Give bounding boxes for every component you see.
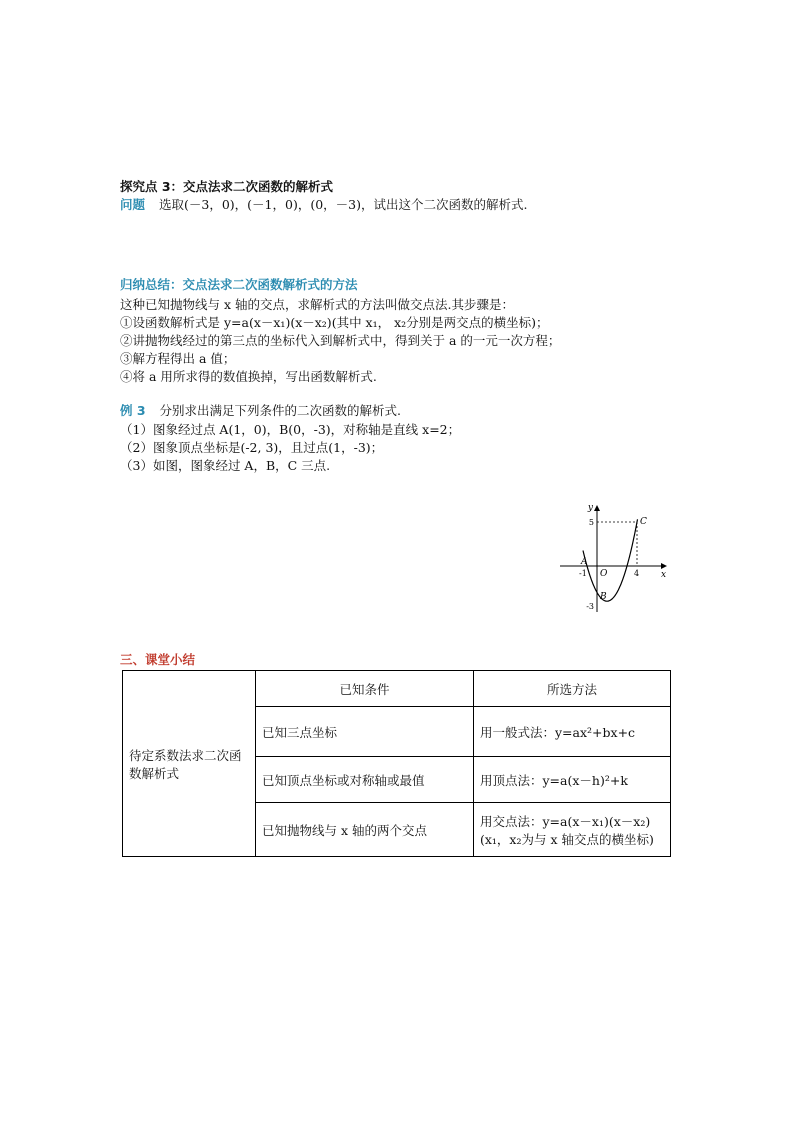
- example3-text: 分别求出满足下列条件的二次函数的解析式.: [159, 403, 402, 418]
- tick-y-5: 5: [588, 518, 594, 527]
- origin-label: O: [600, 569, 608, 579]
- x-axis-label: x: [661, 570, 667, 580]
- method-cell-0: 用一般式法：y=ax²+bx+c: [474, 707, 671, 757]
- question-line: [120, 197, 527, 213]
- row-header-cell: [123, 671, 256, 857]
- summary-title: [120, 277, 358, 293]
- tick-y-neg3: -3: [586, 602, 594, 611]
- row-header-text: 待定系数法求二次函数解析式: [129, 747, 242, 781]
- tick-x-4: 4: [634, 569, 640, 578]
- condition-cell-2: 已知抛物线与 x 轴的两个交点: [256, 803, 474, 857]
- summary-line-1: ①设函数解析式是 y=a(x－x₁)(x－x₂)(其中 x₁， x₂分别是两交点的横坐标)；: [120, 315, 549, 330]
- section3-title: 探究点 3：交点法求二次函数的解析式: [120, 179, 334, 194]
- table-header-row: [123, 671, 671, 707]
- method-cell-2-formula: 用交点法：y=a(x－x₁)(x－x₂): [480, 813, 651, 829]
- point-a-label: A: [581, 557, 588, 567]
- point-b-label: B: [600, 592, 607, 602]
- summary-line-3: ③解方程得出 a 值；: [120, 351, 236, 366]
- tick-x-neg1: -1: [579, 569, 587, 578]
- y-axis-label: y: [587, 503, 593, 513]
- parabola-curve: [583, 519, 638, 601]
- summary-line-4: ④将 a 用所求得的数值换掉，写出函数解析式.: [120, 369, 377, 384]
- method-cell-1: 用顶点法：y=a(x－h)²+k: [474, 757, 671, 803]
- col-method-header: 所选方法: [474, 671, 671, 707]
- example3-item-1: （1）图象经过点 A(1，0)，B(0，-3)，对称轴是直线 x=2；: [120, 422, 461, 437]
- example3-header: [120, 403, 401, 419]
- parabola-graph: [556, 500, 671, 615]
- method-cell-2-note: (x₁，x₂为与 x 轴交点的横坐标): [480, 831, 654, 847]
- example3-item-3: （3）如图，图象经过 A，B，C 三点.: [120, 458, 331, 473]
- condition-cell-0: 已知三点坐标: [256, 707, 474, 757]
- summary-line-0: 这种已知抛物线与 x 轴的交点，求解析式的方法叫做交点法.其步骤是：: [120, 297, 514, 312]
- summary-title-text: 归纳总结：交点法求二次函数解析式的方法: [120, 277, 358, 292]
- question-text: 选取(－3，0)，(－1，0)，(0，－3)，试出这个二次函数的解析式.: [159, 197, 528, 212]
- summary-line-2: ②讲抛物线经过的第三点的坐标代入到解析式中，得到关于 a 的一元一次方程；: [120, 333, 561, 348]
- class-summary-title: 三、课堂小结: [120, 652, 196, 667]
- condition-cell-1: 已知顶点坐标或对称轴或最值: [256, 757, 474, 803]
- summary-table: [122, 670, 671, 857]
- col-condition-header: 已知条件: [256, 671, 474, 707]
- example3-item-2: （2）图象顶点坐标是(-2, 3)，且过点(1，-3)；: [120, 440, 384, 455]
- question-label: 问题: [120, 197, 146, 212]
- point-c-label: C: [640, 517, 647, 527]
- method-cell-2: [474, 803, 671, 857]
- example3-label: 例 3: [120, 403, 146, 418]
